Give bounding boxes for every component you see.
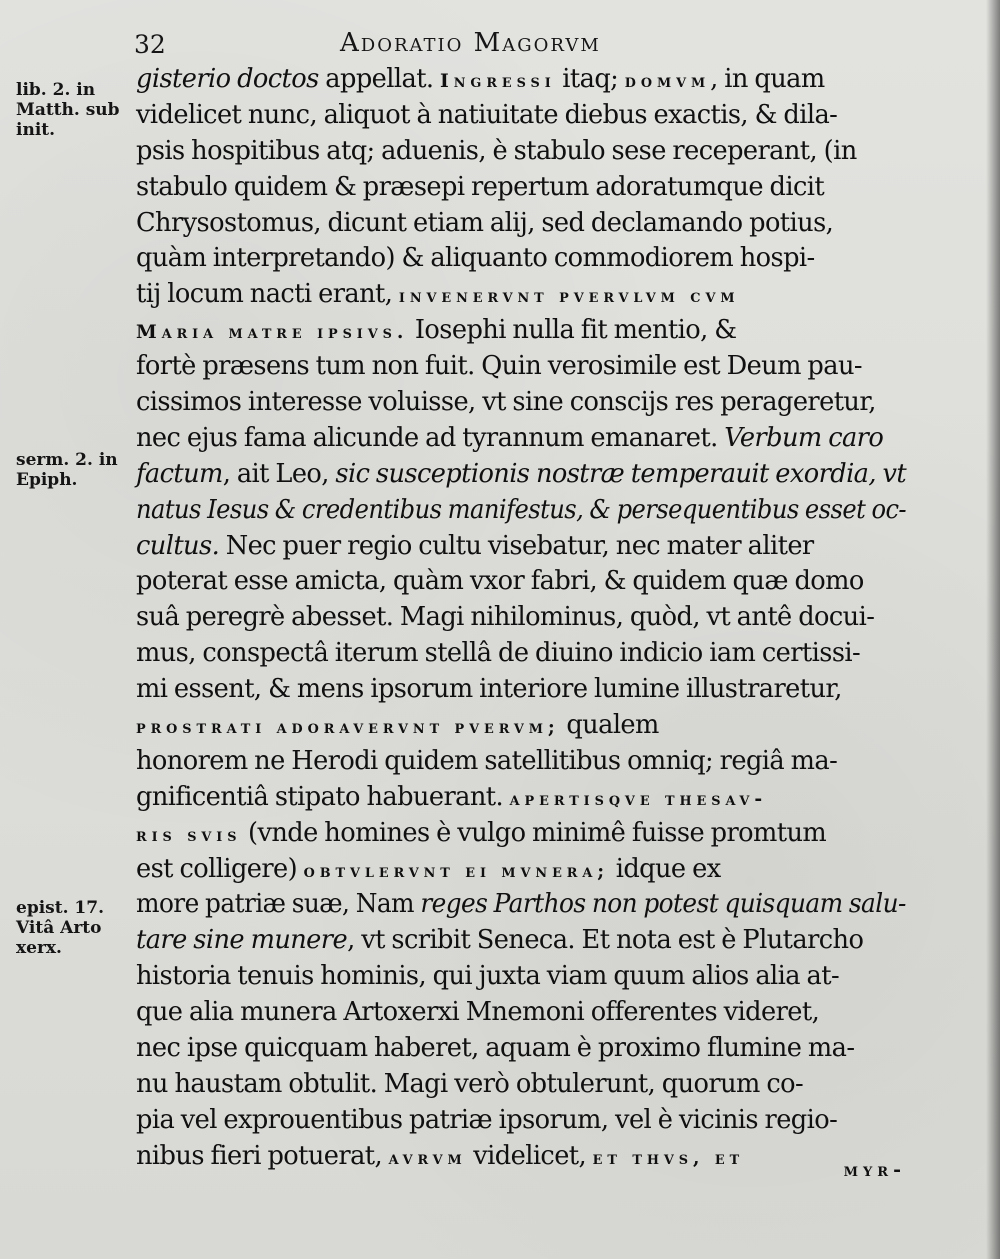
margin-note-line: epist. 17. <box>16 898 104 918</box>
running-head: Adoratio Magorvm <box>340 28 601 58</box>
text-segment: videlicet nunc, aliquot à natiuitate diebus exactis, & dila- <box>136 99 838 130</box>
catchword-block <box>136 1151 916 1187</box>
text-segment: quàm interpretando) & aliquanto commodiorem hospi- <box>136 243 815 274</box>
italic-text: sic susceptionis nostræ temperauit exordia, vt <box>335 458 907 489</box>
text-segment: qualem <box>559 710 659 741</box>
text-line <box>136 744 906 780</box>
text-line <box>136 816 906 852</box>
italic-text: natus Iesus & credentibus manifestus, & persequentibus esset oc- <box>136 494 907 525</box>
text-line <box>136 349 906 385</box>
small-caps-text: apertisqve thesav- <box>509 787 768 810</box>
text-segment: suâ peregrè abesset. Magi nihilominus, quòd, vt antê docui- <box>136 602 875 633</box>
text-line <box>136 134 906 170</box>
text-line <box>136 277 906 313</box>
italic-text: cultus. <box>136 530 220 561</box>
text-segment: pia vel exprouentibus patriæ ipsorum, vel è vicinis regio- <box>136 1104 838 1135</box>
text-segment: Iosephi nulla fit mentio, & <box>408 315 737 346</box>
margin-note-line: init. <box>16 120 56 140</box>
margin-note-line: Matth. sub <box>16 100 120 120</box>
margin-note-line: Epiph. <box>16 470 78 490</box>
text-segment: nu haustam obtulit. Magi verò obtulerunt, quorum co- <box>136 1068 804 1099</box>
text-line <box>136 564 906 600</box>
text-segment: historia tenuis hominis, qui juxta viam quum alios alia at- <box>136 961 840 992</box>
text-segment: fortè præsens tum non fuit. Quin verosimile est Deum pau- <box>136 351 862 382</box>
text-segment: cissimos interesse voluisse, vt sine conscijs res perageretur, <box>136 387 876 418</box>
text-segment: psis hospitibus atq; aduenis, è stabulo sese receperant, (in <box>136 135 857 166</box>
text-segment: gnificentiâ stipato habuerant. <box>136 781 510 812</box>
text-line <box>136 708 906 744</box>
italic-text: Verbum caro <box>724 422 884 453</box>
margin-note <box>16 450 130 490</box>
page-number: 32 <box>134 30 166 59</box>
text-segment: tij locum nacti erant, <box>136 279 399 310</box>
italic-text: reges Parthos non potest quisquam salu- <box>420 889 906 920</box>
small-caps-text: ris svis <box>136 823 242 846</box>
small-caps-text: prostrati adoravervnt pvervm; <box>136 716 560 739</box>
text-segment: mus, conspectâ iterum stellâ de diuino indicio iam certissi- <box>136 638 861 669</box>
text-line <box>136 421 906 457</box>
text-line <box>136 923 906 959</box>
small-caps-text: Maria matre ipsivs. <box>136 321 409 344</box>
text-line <box>136 241 906 277</box>
text-line <box>136 672 906 708</box>
text-line <box>136 852 906 888</box>
text-segment: mi essent, & mens ipsorum interiore lumine illustraretur, <box>136 674 842 705</box>
text-line <box>136 529 906 565</box>
text-segment: nec ipse quicquam haberet, aquam è proximo flumine ma- <box>136 1033 855 1064</box>
text-segment: honorem ne Herodi quidem satellitibus omniq; regiâ ma- <box>136 745 838 776</box>
text-segment: que alia munera Artoxerxi Mnemoni offerentes videret, <box>136 997 820 1028</box>
text-line <box>136 1031 906 1067</box>
margin-note-line: xerx. <box>16 938 62 958</box>
margin-note-line: Vitâ Arto <box>16 918 102 938</box>
italic-text: gisterio doctos <box>136 64 319 94</box>
small-caps-text: Ingressi <box>440 70 556 92</box>
text-segment: idque ex <box>609 853 721 884</box>
text-segment: nibus fieri potuerat, <box>136 1140 389 1171</box>
page-header <box>134 26 724 62</box>
text-segment: appellat. <box>318 64 441 94</box>
small-caps-text: invenervnt pvervlvm cvm <box>398 285 740 308</box>
text-line <box>136 1103 906 1139</box>
text-segment: itaq; <box>555 64 625 94</box>
text-line <box>136 995 906 1031</box>
text-line <box>136 1067 906 1103</box>
text-line <box>136 98 906 134</box>
italic-text: tare sine munere <box>136 925 348 956</box>
catchword: myr- <box>843 1159 906 1181</box>
margin-note <box>16 80 130 140</box>
small-caps-text: et thvs, et <box>592 1146 745 1169</box>
small-caps-text: obtvlervnt ei mvnera; <box>303 859 610 882</box>
text-segment: , vt scribit Seneca. Et nota est è Plutarcho <box>347 925 864 956</box>
text-line <box>136 457 905 493</box>
text-segment: stabulo quidem & præsepi repertum adoratumque dicit <box>136 171 825 202</box>
text-line <box>136 493 907 529</box>
text-segment: nec ejus fama alicunde ad tyrannum emanaret. <box>136 422 725 453</box>
text-line <box>136 170 906 206</box>
text-segment: Chrysostomus, dicunt etiam alij, sed declamando potius, <box>136 207 834 238</box>
margin-note-line: lib. 2. in <box>16 80 96 100</box>
body-text <box>136 62 916 1175</box>
text-line <box>136 959 906 995</box>
text-line <box>136 313 906 349</box>
text-segment: Nec puer regio cultu visebatur, nec mater aliter <box>219 530 814 561</box>
margin-note-line: serm. 2. in <box>16 450 118 470</box>
text-segment: more patriæ suæ, Nam <box>136 889 421 920</box>
small-caps-text: avrvm <box>388 1146 467 1169</box>
text-segment: , in quam <box>710 64 825 94</box>
page-edge-shadow <box>986 0 1000 1259</box>
text-segment: videlicet, <box>466 1140 593 1171</box>
text-segment: est colligere) <box>136 853 304 884</box>
text-line <box>136 385 906 421</box>
italic-text: factum <box>136 458 223 489</box>
text-line <box>136 206 906 242</box>
small-caps-text: domvm <box>624 70 711 92</box>
text-segment: , ait Leo, <box>222 458 336 489</box>
margin-note <box>16 898 130 958</box>
text-line <box>136 600 906 636</box>
text-line <box>136 887 906 923</box>
text-segment: poterat esse amicta, quàm vxor fabri, & quidem quæ domo <box>136 566 864 597</box>
text-segment: (vnde homines è vulgo minimê fuisse promtum <box>241 817 827 848</box>
text-line <box>136 636 906 672</box>
text-line <box>136 62 906 98</box>
text-line <box>136 780 906 816</box>
